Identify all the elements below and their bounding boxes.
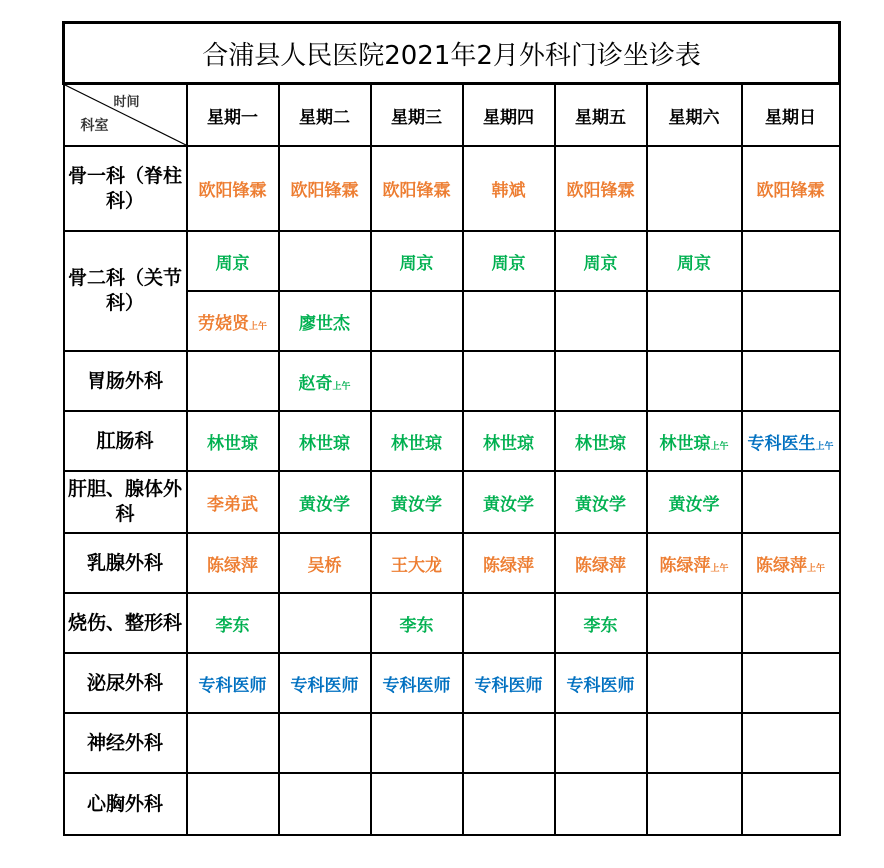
schedule-cell xyxy=(555,593,647,653)
day-header: 星期日 xyxy=(742,84,840,147)
schedule-cell xyxy=(371,593,463,653)
table-row xyxy=(64,411,840,471)
schedule-cell xyxy=(371,773,463,835)
schedule-cell xyxy=(555,411,647,471)
session-note: 上午 xyxy=(710,563,729,574)
schedule-cell xyxy=(371,411,463,471)
department-cell: 骨二科（关节科） xyxy=(64,231,187,351)
corner-cell xyxy=(64,84,187,147)
doctor-name: 周京 xyxy=(583,253,618,274)
schedule-cell xyxy=(647,773,742,835)
schedule-cell xyxy=(187,231,279,291)
table-row xyxy=(64,533,840,593)
doctor-name: 林世琼 xyxy=(207,433,258,454)
doctor-name: 李东 xyxy=(215,615,250,636)
schedule-cell xyxy=(647,471,742,533)
table-row xyxy=(64,593,840,653)
schedule-cell xyxy=(371,231,463,291)
table-row xyxy=(64,471,840,533)
doctor-name: 周京 xyxy=(491,253,526,274)
table-row xyxy=(64,653,840,713)
schedule-cell xyxy=(647,653,742,713)
table-row xyxy=(64,146,840,231)
schedule-cell xyxy=(555,713,647,773)
doctor-name: 林世琼 xyxy=(299,433,350,454)
schedule-cell xyxy=(742,351,840,411)
doctor-name: 陈绿萍 xyxy=(756,555,808,576)
doctor-name: 李东 xyxy=(399,615,434,636)
schedule-cell xyxy=(555,351,647,411)
session-note: 上午 xyxy=(815,441,834,452)
doctor-name: 欧阳锋霖 xyxy=(290,181,359,201)
schedule-cell xyxy=(742,291,840,351)
doctor-name: 韩斌 xyxy=(491,181,526,201)
doctor-name: 王大龙 xyxy=(391,555,442,576)
doctor-name: 专科医师 xyxy=(198,675,267,696)
doctor-name: 陈绿萍 xyxy=(575,555,626,576)
day-header: 星期一 xyxy=(187,84,279,147)
schedule-cell xyxy=(463,231,555,291)
schedule-cell xyxy=(279,291,371,351)
doctor-name: 专科医师 xyxy=(566,675,635,696)
schedule-cell xyxy=(371,146,463,231)
table-row xyxy=(64,713,840,773)
schedule-cell xyxy=(742,231,840,291)
schedule-table xyxy=(62,21,841,836)
schedule-cell xyxy=(463,533,555,593)
schedule-cell xyxy=(279,231,371,291)
doctor-name: 欧阳锋霖 xyxy=(198,181,267,201)
doctor-name: 专科医生 xyxy=(747,433,816,454)
schedule-cell xyxy=(279,653,371,713)
day-header: 星期二 xyxy=(279,84,371,147)
department-cell: 泌尿外科 xyxy=(64,653,187,713)
schedule-cell xyxy=(371,713,463,773)
doctor-name: 林世琼 xyxy=(391,433,442,454)
schedule-cell xyxy=(742,146,840,231)
schedule-cell xyxy=(742,533,840,593)
session-note: 上午 xyxy=(332,381,351,392)
schedule-cell xyxy=(371,471,463,533)
doctor-name: 林世琼 xyxy=(659,433,711,454)
schedule-cell xyxy=(555,773,647,835)
session-note: 上午 xyxy=(710,441,729,452)
schedule-cell xyxy=(463,653,555,713)
schedule-cell xyxy=(742,593,840,653)
schedule-cell xyxy=(742,713,840,773)
schedule-cell xyxy=(463,351,555,411)
schedule-cell xyxy=(187,653,279,713)
schedule-cell xyxy=(463,146,555,231)
session-note: 上午 xyxy=(248,321,267,332)
schedule-cell xyxy=(371,533,463,593)
schedule-cell xyxy=(555,533,647,593)
doctor-name: 李弟武 xyxy=(207,494,258,515)
schedule-cell xyxy=(463,471,555,533)
table-row xyxy=(64,351,840,411)
schedule-cell xyxy=(279,773,371,835)
schedule-cell xyxy=(279,146,371,231)
doctor-name: 吴桥 xyxy=(307,555,342,576)
schedule-cell xyxy=(555,471,647,533)
schedule-cell xyxy=(187,471,279,533)
doctor-name: 专科医师 xyxy=(290,675,359,696)
doctor-name: 黄汝学 xyxy=(299,494,350,515)
doctor-name: 黄汝学 xyxy=(483,494,534,515)
schedule-cell xyxy=(279,593,371,653)
corner-time-label: 时间 xyxy=(113,95,140,110)
schedule-cell xyxy=(742,653,840,713)
schedule-cell xyxy=(647,713,742,773)
doctor-name: 周京 xyxy=(215,253,250,274)
department-cell: 烧伤、整形科 xyxy=(64,593,187,653)
doctor-name: 黄汝学 xyxy=(668,494,720,515)
schedule-cell xyxy=(279,411,371,471)
schedule-cell xyxy=(463,713,555,773)
doctor-name: 欧阳锋霖 xyxy=(382,181,451,201)
doctor-name: 林世琼 xyxy=(575,433,626,454)
day-header: 星期三 xyxy=(371,84,463,147)
schedule-cell xyxy=(187,713,279,773)
schedule-cell xyxy=(647,533,742,593)
schedule-cell xyxy=(555,146,647,231)
doctor-name: 周京 xyxy=(677,253,711,274)
doctor-name: 陈绿萍 xyxy=(207,555,258,576)
day-header: 星期六 xyxy=(647,84,742,147)
doctor-name: 李东 xyxy=(583,615,618,636)
schedule-cell xyxy=(555,291,647,351)
schedule-cell xyxy=(555,653,647,713)
doctor-name: 黄汝学 xyxy=(575,494,626,515)
table-row xyxy=(64,773,840,835)
header-row xyxy=(64,84,840,147)
doctor-name: 廖世杰 xyxy=(299,313,350,334)
schedule-cell xyxy=(187,411,279,471)
schedule-cell xyxy=(647,593,742,653)
session-note: 上午 xyxy=(807,563,826,574)
schedule-cell xyxy=(647,411,742,471)
schedule-cell xyxy=(742,411,840,471)
schedule-cell xyxy=(463,291,555,351)
schedule-cell xyxy=(279,351,371,411)
schedule-cell xyxy=(647,291,742,351)
schedule-cell xyxy=(187,593,279,653)
schedule-cell xyxy=(463,411,555,471)
schedule-cell xyxy=(371,291,463,351)
schedule-cell xyxy=(187,146,279,231)
table-row xyxy=(64,231,840,291)
schedule-cell xyxy=(463,593,555,653)
department-cell: 肛肠科 xyxy=(64,411,187,471)
department-cell: 肝胆、腺体外科 xyxy=(64,471,187,533)
schedule-cell xyxy=(187,533,279,593)
department-cell: 神经外科 xyxy=(64,713,187,773)
schedule-cell xyxy=(187,291,279,351)
day-header: 星期四 xyxy=(463,84,555,147)
department-cell: 心胸外科 xyxy=(64,773,187,835)
doctor-name: 劳娆贤 xyxy=(197,313,249,334)
doctor-name: 赵奇 xyxy=(298,373,333,394)
doctor-name: 黄汝学 xyxy=(391,494,442,515)
doctor-name: 专科医师 xyxy=(382,675,451,696)
schedule-cell xyxy=(647,231,742,291)
schedule-cell xyxy=(742,773,840,835)
doctor-name: 欧阳锋霖 xyxy=(566,181,635,201)
day-header: 星期五 xyxy=(555,84,647,147)
department-cell: 胃肠外科 xyxy=(64,351,187,411)
schedule-cell xyxy=(555,231,647,291)
doctor-name: 专科医师 xyxy=(474,675,543,696)
corner-dept-label: 科室 xyxy=(80,118,109,134)
schedule-cell xyxy=(463,773,555,835)
schedule-cell xyxy=(187,773,279,835)
doctor-name: 陈绿萍 xyxy=(483,555,534,576)
department-cell: 骨一科（脊柱科） xyxy=(64,146,187,231)
schedule-cell xyxy=(371,653,463,713)
schedule-cell xyxy=(279,713,371,773)
doctor-name: 林世琼 xyxy=(483,433,534,454)
department-cell: 乳腺外科 xyxy=(64,533,187,593)
schedule-cell xyxy=(279,533,371,593)
doctor-name: 陈绿萍 xyxy=(659,555,711,576)
schedule-cell xyxy=(279,471,371,533)
schedule-cell xyxy=(742,471,840,533)
doctor-name: 周京 xyxy=(399,253,434,274)
doctor-name: 欧阳锋霖 xyxy=(756,181,825,201)
schedule-cell xyxy=(647,351,742,411)
schedule-cell xyxy=(371,351,463,411)
schedule-cell xyxy=(647,146,742,231)
schedule-title: 合浦县人民医院2021年2月外科门诊坐诊表 xyxy=(64,23,840,84)
schedule-cell xyxy=(187,351,279,411)
